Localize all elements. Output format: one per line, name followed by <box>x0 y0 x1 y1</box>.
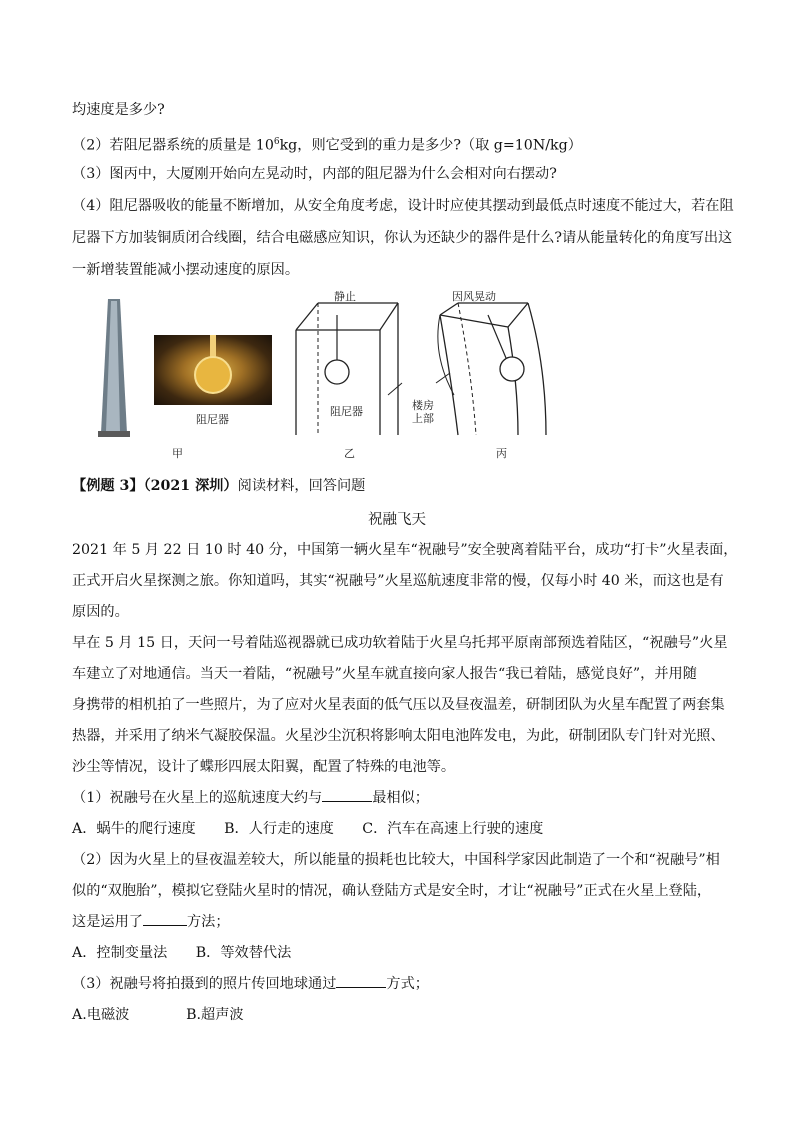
q2-exponent: 6 <box>273 137 280 147</box>
paragraph-2-line-1: 早在 5 月 15 日，天问一号着陆巡视器就已成功软着陆于火星乌托邦平原南部预选着陆区，“祝融号”火星 <box>72 635 728 651</box>
subquestion-1-options: A．蜗牛的爬行速度 B．人行走的速度 C．汽车在高速上行驶的速度 <box>72 821 544 837</box>
example-header <box>72 476 365 496</box>
label-jia: 甲 <box>172 447 183 460</box>
subquestion-1 <box>72 788 429 808</box>
damper-photo-caption: 阻尼器 <box>196 413 229 426</box>
label-wind-sway: 因风晃动 <box>452 290 496 303</box>
label-static: 静止 <box>334 290 356 303</box>
sq1-text-b: 最相似； <box>372 790 429 806</box>
subquestion-2-line-1: （2）因为火星上的昼夜温差较大，所以能量的损耗也比较大，中国科学家因此制造了一个和“祝融号”相 <box>72 852 720 868</box>
diagram-wind <box>428 295 558 455</box>
sq3-text-b: 方式； <box>386 976 429 992</box>
paragraph-2-line-3: 身携带的相机拍了一些照片，为了应对火星表面的低气压以及昼夜温差，研制团队为火星车配置了两套集 <box>72 697 725 713</box>
sq2-text-a: 这是运用了 <box>72 914 143 930</box>
paragraph-2-line-2: 车建立了对地通信。当天一着陆，“祝融号”火星车就直接向家人报告“我已着陆，感觉良好”，并用随 <box>72 666 697 682</box>
question-3: （3）图丙中，大厦刚开始向左晃动时，内部的阻尼器为什么会相对向右摆动? <box>72 166 557 182</box>
paragraph-2-line-5: 沙尘等情况，设计了蝶形四展太阳翼，配置了特殊的电池等。 <box>72 759 456 775</box>
damper-photo <box>154 335 272 405</box>
subquestion-3 <box>72 974 429 994</box>
label-damper: 阻尼器 <box>330 405 363 418</box>
question-4-line-2: 尼器下方加装铜质闭合线圈，结合电磁感应知识，你认为还缺少的器件是什么?请从能量转化的角度写出这 <box>72 230 733 246</box>
question-4-line-1: （4）阻尼器吸收的能量不断增加，从安全角度考虑，设计时应使其摆动到最低点时速度不能过大，若在阻 <box>72 198 734 214</box>
answer-blank-1[interactable] <box>322 788 372 802</box>
subquestion-3-options: A.电磁波 B.超声波 <box>72 1007 244 1023</box>
reading-title: 祝融飞天 <box>368 512 426 528</box>
answer-blank-3[interactable] <box>336 974 386 988</box>
paragraph-1-line-2: 正式开启火星探测之旅。你知道吗，其实“祝融号”火星巡航速度非常的慢，仅每小时 40 米，而这也是有 <box>72 573 724 589</box>
paragraph-2-line-4: 热器，并采用了纳米气凝胶保温。火星沙尘沉积将影响太阳电池阵发电，为此，研制团队专门针对光照、 <box>72 728 725 744</box>
answer-blank-2[interactable] <box>143 912 187 926</box>
example-tag: 【例题 3】 <box>72 478 144 494</box>
sq1-text-a: （1）祝融号在火星上的巡航速度大约与 <box>72 790 323 806</box>
tower-illustration <box>94 295 134 445</box>
example-source: （2021 深圳） <box>143 478 238 494</box>
sq3-text-a: （3）祝融号将拍摄到的照片传回地球通过 <box>72 976 337 992</box>
question-4-line-3: 一新增装置能减小摆动速度的原因。 <box>72 262 300 278</box>
label-bing: 丙 <box>496 447 507 460</box>
question-line: 均速度是多少? <box>72 102 165 118</box>
q2-text-b: kg，则它受到的重力是多少?（取 g=10N/kg） <box>279 137 582 154</box>
label-building-top-2: 上部 <box>412 412 434 425</box>
subquestion-2-line-2: 似的“双胞胎”，模拟它登陆火星时的情况，确认登陆方式是安全时，才让“祝融号”正式在火星上登陆， <box>72 883 712 899</box>
label-yi: 乙 <box>344 447 355 460</box>
sq2-text-b: 方法； <box>186 914 230 930</box>
diagram-static <box>292 295 442 455</box>
paragraph-1-line-3: 原因的。 <box>72 604 129 620</box>
example-prompt: 阅读材料，回答问题 <box>237 478 366 494</box>
subquestion-2-options: A．控制变量法 B．等效替代法 <box>72 945 292 961</box>
damper-figure <box>72 285 722 465</box>
q2-text-a: （2）若阻尼器系统的质量是 10 <box>72 137 274 154</box>
label-building-top-1: 楼房 <box>412 399 434 412</box>
subquestion-2-line-3 <box>72 912 230 932</box>
paragraph-1-line-1: 2021 年 5 月 22 日 10 时 40 分，中国第一辆火星车“祝融号”安全驶离着陆平台，成功“打卡”火星表面， <box>72 542 738 558</box>
question-2 <box>72 132 582 156</box>
